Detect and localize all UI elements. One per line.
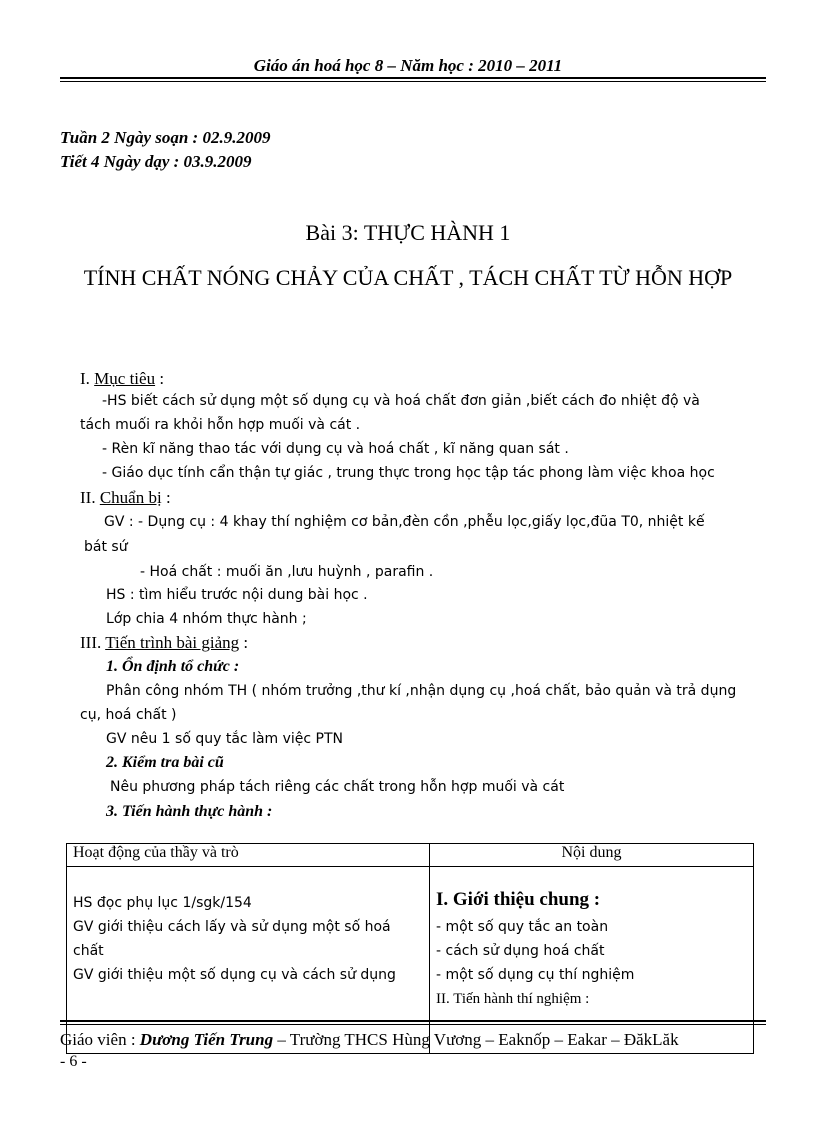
table-header-row bbox=[67, 844, 754, 867]
footer-rule-thin bbox=[60, 1024, 766, 1025]
content-line: - cách sử dụng hoá chất bbox=[436, 943, 605, 959]
content-line: - một số quy tắc an toàn bbox=[436, 919, 609, 935]
activity-line: GV giới thiệu cách lấy và sử dụng một số hoá bbox=[73, 919, 391, 935]
section-preparation-heading bbox=[80, 488, 171, 508]
objective-line: - Giáo dục tính cẩn thận tự giác , trung thực trong học tập tác phong làm việc khoa học bbox=[102, 465, 715, 481]
procedure-line: Phân công nhóm TH ( nhóm trưởng ,thư kí ,nhận dụng cụ ,hoá chất, bảo quản và trả dụng bbox=[106, 683, 737, 699]
objective-line: tách muối ra khỏi hỗn hợp muối và cát . bbox=[80, 417, 361, 433]
subsection-heading: 2. Kiểm tra bài cũ bbox=[106, 754, 224, 771]
activity-line: HS đọc phụ lục 1/sgk/154 bbox=[73, 895, 252, 911]
preparation-line: - Hoá chất : muối ăn ,lưu huỳnh , parafin . bbox=[140, 564, 434, 580]
activity-table bbox=[66, 843, 754, 1054]
activity-line: GV giới thiệu một số dụng cụ và cách sử dụng bbox=[73, 967, 396, 983]
running-header: Giáo án hoá học 8 – Năm học : 2010 – 2011 bbox=[253, 56, 563, 75]
procedure-line: cụ, hoá chất ) bbox=[80, 707, 177, 723]
procedure-line: GV nêu 1 số quy tắc làm việc PTN bbox=[106, 731, 344, 747]
table-cell-activities bbox=[67, 867, 430, 1054]
table-header-content: Nội dung bbox=[430, 844, 754, 867]
footer-rule bbox=[60, 1020, 766, 1022]
preparation-line: Lớp chia 4 nhóm thực hành ; bbox=[106, 611, 307, 627]
section-procedure-heading bbox=[80, 633, 248, 653]
section-colon: : bbox=[239, 633, 249, 652]
section-title: Tiến trình bài giảng bbox=[105, 633, 240, 652]
section-title: Mục tiêu bbox=[94, 369, 156, 388]
section-colon: : bbox=[161, 488, 171, 507]
subsection-heading: 1. Ổn định tổ chức : bbox=[106, 658, 240, 675]
section-colon: : bbox=[155, 369, 165, 388]
table-row bbox=[67, 867, 754, 1054]
preparation-line: bát sứ bbox=[84, 539, 128, 555]
subsection-heading: 3. Tiến hành thực hành : bbox=[106, 803, 273, 820]
section-objectives-heading bbox=[80, 369, 164, 389]
content-heading: I. Giới thiệu chung : bbox=[436, 889, 601, 910]
objective-line: -HS biết cách sử dụng một số dụng cụ và hoá chất đơn giản ,biết cách đo nhiệt độ và bbox=[102, 393, 700, 409]
lesson-subtitle: TÍNH CHẤT NÓNG CHẢY CỦA CHẤT , TÁCH CHẤT TỪ HỖN HỢP bbox=[83, 265, 733, 290]
table-cell-content bbox=[430, 867, 754, 1054]
lesson-title: Bài 3: THỰC HÀNH 1 bbox=[305, 220, 511, 245]
activity-line: chất bbox=[73, 943, 104, 959]
preparation-line: GV : - Dụng cụ : 4 khay thí nghiệm cơ bản,đèn cồn ,phễu lọc,giấy lọc,đũa T0, nhiệt kế bbox=[104, 514, 705, 530]
footer-school: – Trường THCS Hùng Vương – Eaknốp – Eakar – ĐăkLăk bbox=[273, 1030, 679, 1049]
procedure-line: Nêu phương pháp tách riêng các chất trong hỗn hợp muối và cát bbox=[110, 779, 565, 795]
section-number: II. bbox=[80, 488, 100, 507]
preparation-line: HS : tìm hiểu trước nội dung bài học . bbox=[106, 587, 368, 603]
header-rule bbox=[60, 77, 766, 79]
table-header-activities: Hoạt động của thầy và trò bbox=[67, 844, 430, 867]
header-rule-thin bbox=[60, 81, 766, 82]
footer-label: Giáo viên : bbox=[60, 1030, 140, 1049]
section-number: I. bbox=[80, 369, 95, 388]
content-line: - một số dụng cụ thí nghiệm bbox=[436, 967, 635, 983]
section-number: III. bbox=[80, 633, 106, 652]
objective-line: - Rèn kĩ năng thao tác với dụng cụ và hoá chất , kĩ năng quan sát . bbox=[102, 441, 569, 457]
section-title: Chuẩn bị bbox=[99, 488, 162, 507]
footer-teacher-line bbox=[60, 1030, 679, 1050]
page-number: - 6 - bbox=[60, 1053, 87, 1070]
week-date-line: Tuần 2 Ngày soạn : 02.9.2009 bbox=[60, 128, 271, 147]
period-date-line: Tiết 4 Ngày dạy : 03.9.2009 bbox=[60, 152, 252, 171]
content-line: II. Tiến hành thí nghiệm : bbox=[436, 991, 590, 1007]
teacher-name: Dương Tiến Trung bbox=[139, 1030, 274, 1049]
